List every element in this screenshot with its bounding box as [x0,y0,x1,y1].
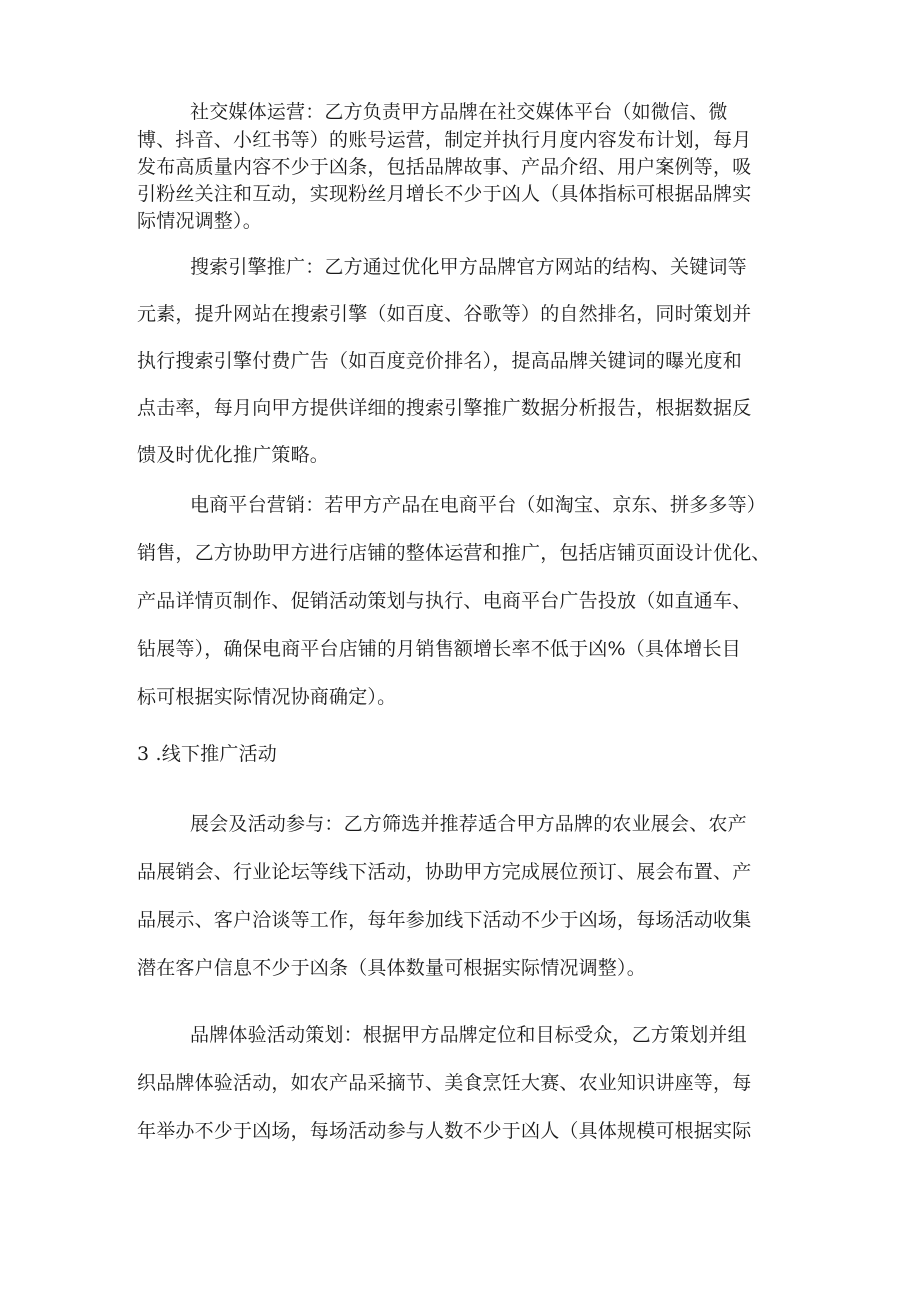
text-line: 发布高质量内容不少于凶条，包括品牌故事、产品介绍、用户案例等，吸 [137,156,752,178]
text-line: 元素，提升网站在搜索引擎（如百度、谷歌等）的自然排名，同时策划并 [137,303,752,325]
text-line: 引粉丝关注和互动，实现粉丝月增长不少于凶人（具体指标可根据品牌实 [137,183,752,205]
text-line: 博、抖音、小红书等）的账号运营，制定并执行月度内容发布计划，每月 [137,129,752,151]
text-line: 销售，乙方协助甲方进行店铺的整体运营和推广，包括店铺页面设计优化、 [137,542,771,564]
text-line: 织品牌体验活动，如农产品采摘节、美食烹饪大赛、农业知识讲座等，每 [137,1072,752,1094]
text-line: 潜在客户信息不少于凶条（具体数量可根据实际情况调整）。 [137,957,646,979]
section-heading: 3 .线下推广活动 [137,743,277,765]
text-line: 标可根据实际情况协商确定）。 [137,686,397,708]
text-line: 品展示、客户洽谈等工作，每年参加线下活动不少于凶场，每场活动收集 [137,909,752,931]
text-line: 际情况调整）。 [137,210,262,232]
text-line: 钻展等），确保电商平台店铺的月销售额增长率不低于凶%（具体增长目 [137,638,741,660]
text-line: 品牌体验活动策划：根据甲方品牌定位和目标受众，乙方策划并组 [190,1024,747,1046]
text-line: 馈及时优化推广策略。 [137,444,330,466]
text-line: 品展销会、行业论坛等线下活动，协助甲方完成展位预订、展会布置、产 [137,861,752,883]
text-line: 产品详情页制作、促销活动策划与执行、电商平台广告投放（如直通车、 [137,590,752,612]
text-line: 社交媒体运营：乙方负责甲方品牌在社交媒体平台（如微信、微 [190,101,728,123]
text-line: 电商平台营销：若甲方产品在电商平台（如淘宝、京东、拼多多等） [190,494,767,516]
text-line: 点击率，每月向甲方提供详细的搜索引擎推广数据分析报告，根据数据反 [137,397,752,419]
text-line: 年举办不少于凶场，每场活动参与人数不少于凶人（具体规模可根据实际 [137,1120,752,1142]
text-line: 执行搜索引擎付费广告（如百度竞价排名），提高品牌关键词的曝光度和 [137,350,742,372]
text-line: 展会及活动参与：乙方筛选并推荐适合甲方品牌的农业展会、农产 [190,813,747,835]
text-line: 搜索引擎推广：乙方通过优化甲方品牌官方网站的结构、关键词等 [190,256,747,278]
